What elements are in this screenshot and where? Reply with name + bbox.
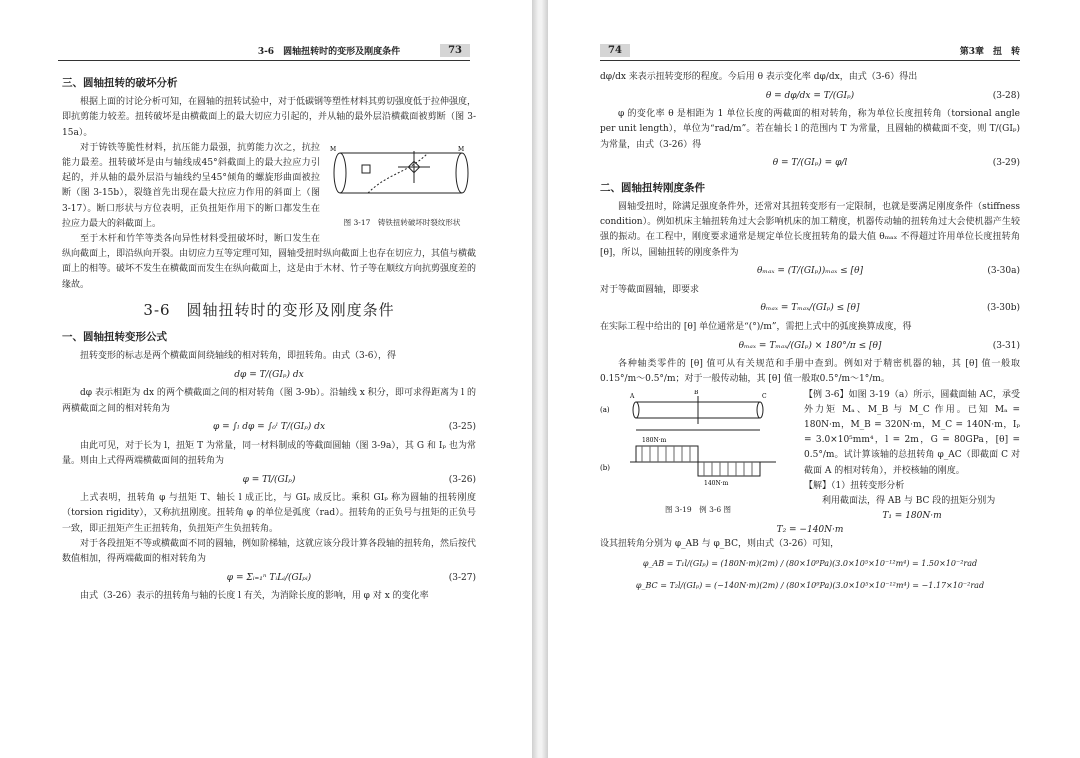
right-header-title: 第3章 扭 转 <box>959 46 1020 57</box>
paragraph: 设其扭转角分别为 φ_AB 与 φ_BC，则由式（3-26）可知， <box>600 539 840 550</box>
right-page-header <box>600 42 1020 58</box>
paragraph: 至于木杆和竹竿等类各向异性材料受扭破坏时，断口发生在纵向截面上，即沿纵向开裂。由切应力互等定理可知，圆轴受扭时纵向截面上也存在切应力，其值与横截面上的相等。破坏不发生在横截面而发生在纵向截面上，这是由于木材、竹子等在顺纹方向抗剪强度差的缘故。 <box>62 234 477 290</box>
figure-3-19 <box>600 390 796 517</box>
paragraph: 上式表明，扭转角 φ 与扭矩 T、轴长 l 成正比，与 GIₚ 成反比。乘积 GIₚ 称为圆轴的扭转刚度（torsion rigidity），又称抗扭刚度。扭转角 φ 的单位是弧度（rad）。扭转角的正负号与扭矩的正负号一致，即正扭矩产生正扭转角，负扭矩产生负扭转角。 <box>62 493 476 534</box>
equation-3-27: φ = Σᵢ₌₁ⁿ TᵢLᵢ/(GIₚᵢ) (3-27) <box>226 572 476 583</box>
left-header-rule <box>58 60 470 61</box>
example-paragraph: 【例 3-6】如图 3-19（a）所示，圆截面轴 AC，承受外力矩 Mₐ、M_B 与 M_C 作用。已知 Mₐ = 180N·m，M_B = 320N·m，M_C = 140N·m，Iₚ = 3.0×10⁵mm⁴，l = 2m，G = 80GPa，[θ] = 0.5°/m。试计算该轴的总扭转角 φ_AC（即截面 C 对截面 A 的相对转角），并校核轴的刚度。 <box>804 389 1020 476</box>
left-page-header <box>58 42 470 58</box>
equation-3-28: θ = dφ/dx = T/(GIₚ) (3-28) <box>765 90 1020 101</box>
section-title-stiffness: 二、圆轴扭转刚度条件 <box>600 181 705 194</box>
paragraph: 由此可见，对于长为 l，扭矩 T 为常量，同一材料制成的等截面圆轴（图 3-9a），其 G 和 Iₚ 也为常量。则由上式得两端横截面间的扭转角为 <box>62 440 476 467</box>
svg-text:B: B <box>694 389 699 396</box>
paragraph: 各种轴类零件的 [θ] 值可从有关规范和手册中查到。例如对于精密机器的轴，其 [θ] 值一般取 0.15°/m～0.5°/m；对于一般传动轴，其 [θ] 值一般取0.5°/m～1°/m。 <box>600 359 1020 385</box>
svg-text:140N·m: 140N·m <box>704 479 729 487</box>
svg-text:M: M <box>458 145 465 153</box>
paragraph: 对于各段扭矩不等或横截面不同的圆轴，例如阶梯轴，这就应该分段计算各段轴的扭转角，然后按代数值相加，得两端截面的相对转角为 <box>62 538 477 565</box>
paragraph: dφ 表示相距为 dx 的两个横截面之间的相对转角（图 3-9b）。沿轴线 x 积分，即可求得距离为 l 的两横截面之间的相对转角为 <box>62 388 476 414</box>
paragraph: 利用截面法，得 AB 与 BC 段的扭矩分别为 <box>822 496 996 507</box>
paragraph: 在实际工程中给出的 [θ] 单位通常是“(°)/m”，需把上式中的弧度换算成度，得 <box>600 322 912 333</box>
section-title-failure: 三、圆轴扭转的破坏分析 <box>62 77 178 89</box>
book-gutter <box>532 0 548 758</box>
example-shaft-and-torque-diagram <box>600 390 796 494</box>
torque-t2: T₂ = −140N·m <box>776 524 844 535</box>
section-title-deformation: 一、圆轴扭转变形公式 <box>62 331 167 344</box>
paragraph: dφ/dx 来表示扭转变形的程度。今后用 θ 表示变化率 dφ/dx，由式（3-6）得出 <box>600 72 918 82</box>
left-header-title: 3-6 圆轴扭转时的变形及刚度条件 <box>257 46 401 57</box>
left-page <box>0 0 532 758</box>
svg-text:(b): (b) <box>600 463 610 472</box>
chapter-section-title: 3-6 圆轴扭转时的变形及刚度条件 <box>143 300 395 319</box>
cast-iron-shaft-figure <box>328 143 476 207</box>
equation-3-30a: θₘₐₓ = (T/(GIₚ))ₘₐₓ ≤ [θ] (3-30a) <box>757 266 1020 277</box>
svg-text:M: M <box>330 145 337 153</box>
figure-3-19-caption: 图 3-19 例 3-6 图 <box>664 504 732 514</box>
right-page-number: 74 <box>600 44 630 57</box>
equation-3-25: φ = ∫ₗ dφ = ∫₀ˡ T/(GIₚ) dx (3-25) <box>212 422 476 433</box>
svg-text:A: A <box>630 392 635 400</box>
solution-heading: 【解】（1）扭转变形分析 <box>804 480 905 491</box>
figure-3-17-caption: 图 3-17 铸铁扭转破坏时裂纹形状 <box>343 218 461 228</box>
paragraph: 对于等截面圆轴，即要求 <box>600 284 700 295</box>
equation-phi-bc: φ_BC = T₂l/(GIₚ) = (−140N·m)(2m) / (80×10⁹Pa)(3.0×10⁵×10⁻¹²m⁴) = −1.17×10⁻²rad <box>635 580 985 590</box>
svg-text:180N·m: 180N·m <box>642 436 667 444</box>
left-page-number: 73 <box>440 44 470 57</box>
equation-3-30b: θₘₐₓ = Tₘₐₓ/(GIₚ) ≤ [θ] (3-30b) <box>760 303 1020 314</box>
paragraph: 圆轴受扭时，除满足强度条件外，还常对其扭转变形有一定限制，也就是要满足刚度条件（stiffness condition）。例如机床主轴扭转角过大会影响机床的加工精度，机器传动轴的扭转角过大会使机器产生较强的振动。在工程中，刚度要求通常是规定单位长度扭转角的最大值 θₘₐₓ 不得超过许用单位长度扭转角 [θ]，所以，圆轴扭转的刚度条件为 <box>600 202 1020 258</box>
equation-3-29: θ = T/(GIₚ) = φ/l (3-29) <box>772 158 1020 169</box>
paragraph: 扭转变形的标志是两个横截面间绕轴线的相对转角，即扭转角。由式（3-6），得 <box>80 351 396 362</box>
paragraph: 根据上面的讨论分析可知，在圆轴的扭转试验中，对于低碳钢等塑性材料其剪切强度低于拉伸强度，即抗剪能力较差。扭转破坏是由横截面上的最大切应力引起的，并从轴的最外层沿横截面被剪断（图 3-15a）。 <box>62 97 477 138</box>
svg-text:C: C <box>762 392 767 400</box>
equation-3-31: θₘₐₓ = Tₘₐₓ/(GIₚ) × 180°/π ≤ [θ] (3-31) <box>738 340 1020 351</box>
paragraph: 由式（3-26）表示的扭转角与轴的长度 l 有关，为消除长度的影响，用 φ 对 x 的变化率 <box>80 591 429 602</box>
paragraph: 对于铸铁等脆性材料，抗压能力最强，抗剪能力次之，抗拉能力最差。扭转破坏是由与轴线成45°斜截面上的最大拉应力引起的，并从轴的最外层沿与轴线约呈45°倾角的螺旋形曲面被拉断（图 3-15b），裂缝首先出现在最大拉应力作用的斜面上（图 3-17）。断口形状与方位表明，正负扭矩作用下的断口都发生在拉应力最大的斜截面上。 <box>62 142 320 229</box>
torque-t1: T₁ = 180N·m <box>882 510 942 521</box>
equation-3-26: φ = Tl/(GIₚ) (3-26) <box>242 474 476 485</box>
left-page-body <box>62 70 476 604</box>
right-page <box>548 0 1080 758</box>
right-header-rule <box>600 60 1020 61</box>
paragraph: φ 的变化率 θ 是相距为 1 单位长度的两截面的相对转角，称为单位长度扭转角（torsional angle per unit length），单位为“rad/m”。若在轴长 l 的范围内 T 为常量，且圆轴的横截面不变，则 T/(GIₚ) 为常量，由式（3-26）得 <box>600 109 1020 150</box>
right-page-body <box>600 70 1020 596</box>
svg-text:(a): (a) <box>600 405 610 414</box>
equation: dφ = T/(GIₚ) dx <box>234 369 304 380</box>
figure-3-17 <box>328 143 476 230</box>
equation-phi-ab: φ_AB = T₁l/(GIₚ) = (180N·m)(2m) / (80×10⁹Pa)(3.0×10⁵×10⁻¹²m⁴) = 1.50×10⁻²rad <box>642 558 978 568</box>
